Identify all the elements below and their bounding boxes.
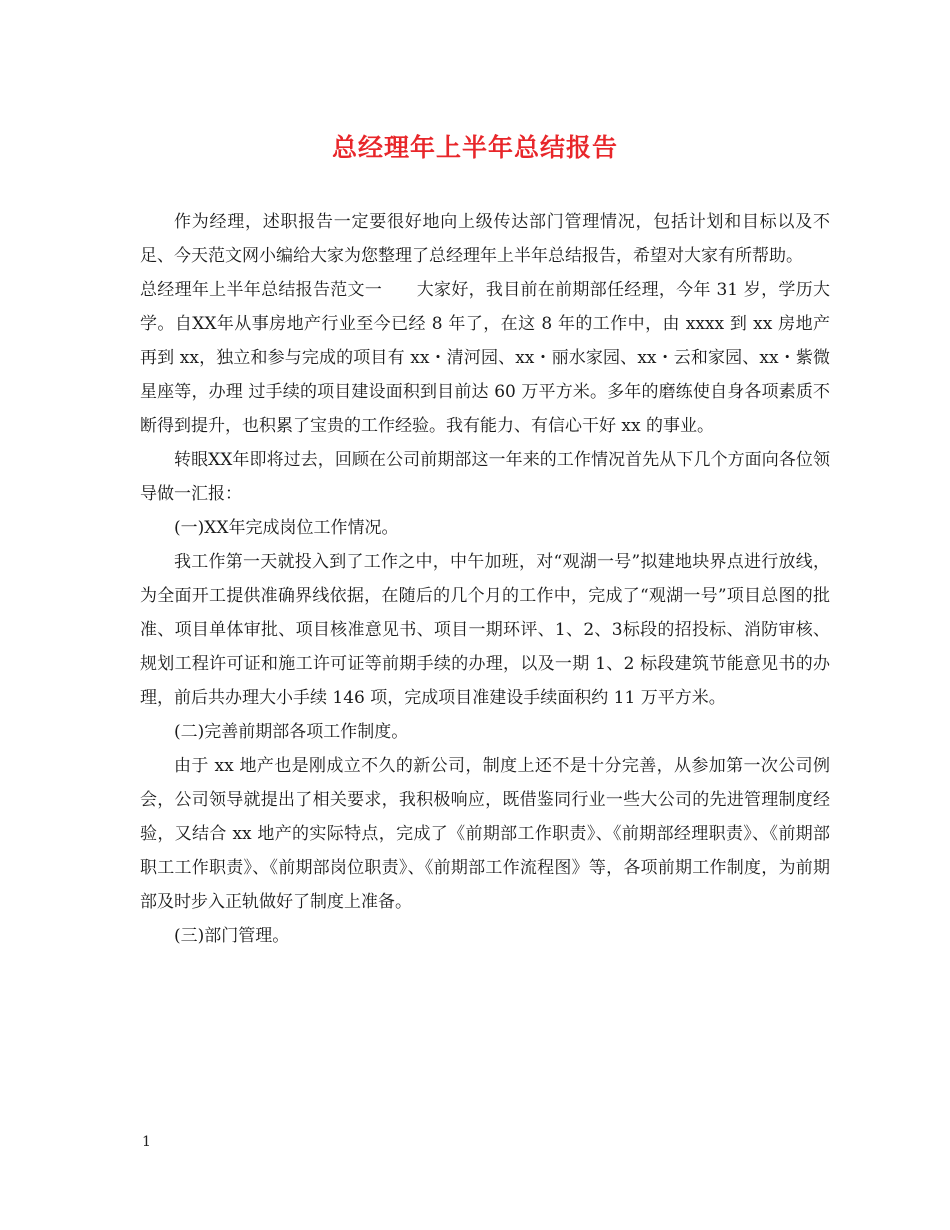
paragraph: 总经理年上半年总结报告范文一 大家好，我目前在前期部任经理，今年 31 岁，学历大学。自XX年从事房地产行业至今已经 8 年了，在这 8 年的工作中，由 xxxx 到 xx 房地产再到 xx，独立和参与完成的项目有 xx・清河园、xx・丽水家园、xx・云和家园、xx・紫微星座等，办理 过手续的项目建设面积到目前达 60 万平方米。多年的磨练使自身各项素质不断得到提升，也积累了宝贵的工作经验。我有能力、有信心干好 xx 的事业。 [140,280,830,436]
paragraph: 作为经理，述职报告一定要很好地向上级传达部门管理情况，包括计划和目标以及不足、今天范文网小编给大家为您整理了总经理年上半年总结报告，希望对大家有所帮助。 [140,212,830,266]
paragraph: 由于 xx 地产也是刚成立不久的新公司，制度上还不是十分完善，从参加第一次公司例会，公司领导就提出了相关要求，我积极响应，既借鉴同行业一些大公司的先进管理制度经验，又结合 xx 地产的实际特点，完成了《前期部工作职责》、《前期部经理职责》、《前期部职工工作职责》、《前期部岗位职责》、《前期部工作流程图》等，各项前期工作制度，为前期部及时步入正轨做好了制度上准备。 [140,756,830,912]
section-heading: (一)XX年完成岗位工作情况。 [174,518,399,538]
document-title: 总经理年上半年总结报告 [331,133,618,162]
paragraph: 我工作第一天就投入到了工作之中，中午加班，对“观湖一号”拟建地块界点进行放线，为全面开工提供准确界线依据，在随后的几个月的工作中，完成了“观湖一号”项目总图的批准、项目单体审批、项目核准意见书、项目一期环评、1、2、3标段的招投标、消防审核、规划工程许可证和施工许可证等前期手续的办理，以及一期 1、2 标段建筑节能意见书的办理，前后共办理大小手续 146 项，完成项目准建设手续面积约 11 万平方米。 [140,552,830,708]
page-number: 1 [142,1134,151,1150]
section-heading: (三)部门管理。 [174,926,290,946]
document-body [140,205,830,953]
paragraph: 转眼XX年即将过去，回顾在公司前期部这一年来的工作情况首先从下几个方面向各位领导做一汇报： [140,450,830,504]
section-heading: (二)完善前期部各项工作制度。 [174,722,409,742]
